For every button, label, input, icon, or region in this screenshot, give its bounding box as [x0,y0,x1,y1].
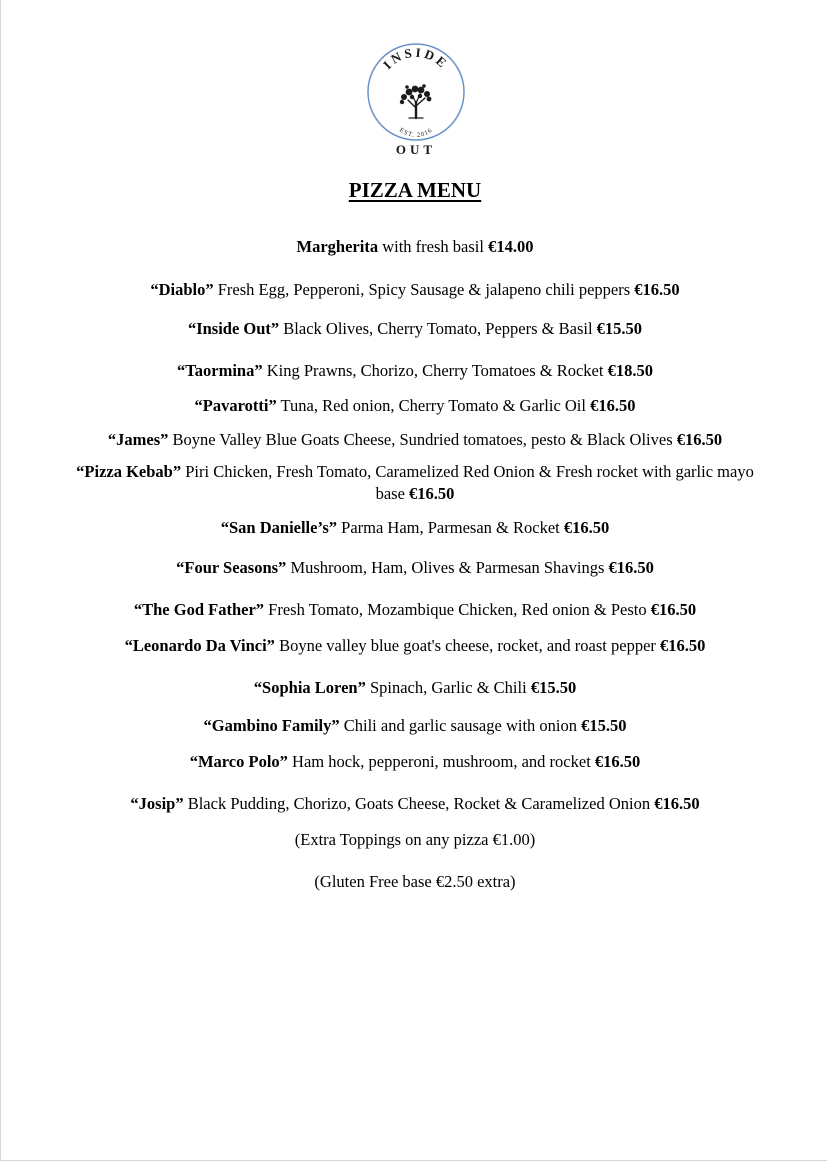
item-description: Black Olives, Cherry Tomato, Peppers & Basil [283,319,593,338]
menu-item [41,751,789,773]
item-name: “Gambino Family” [203,716,340,735]
gluten-free-note: (Gluten Free base €2.50 extra) [314,872,516,891]
item-price: €16.50 [590,396,636,415]
item-price: €16.50 [608,558,654,577]
menu-item [41,715,789,737]
item-description: Piri Chicken, Fresh Tomato, Caramelized Red Onion & Fresh rocket with garlic mayo base [185,462,754,503]
item-description: King Prawns, Chorizo, Cherry Tomatoes & Rocket [266,361,604,380]
item-price: €15.50 [596,319,643,338]
menu-item [41,236,789,258]
menu-item [41,360,789,382]
item-name: “Pizza Kebab” [76,462,182,481]
item-description: Boyne Valley Blue Goats Cheese, Sundried tomatoes, pesto & Black Olives [172,430,673,449]
item-price: €16.50 [594,752,641,771]
menu-item [61,461,769,505]
item-price: €16.50 [409,484,455,503]
item-name: “Marco Polo” [189,752,288,771]
item-price: €18.50 [607,361,653,380]
item-description: Chili and garlic sausage with onion [343,716,577,735]
restaurant-logo [365,40,467,160]
menu-item [41,599,789,621]
item-description: Boyne valley blue goat's cheese, rocket, and roast pepper [279,636,656,655]
item-name: Margherita [296,237,379,256]
logo-top-text: INSIDE [379,44,452,73]
item-price: €16.50 [676,430,723,449]
item-price: €16.50 [563,518,610,537]
item-price: €16.50 [660,636,706,655]
item-description: Parma Ham, Parmesan & Rocket [341,518,560,537]
menu-item [41,279,789,301]
page-title: PIZZA MENU [348,178,482,202]
item-price: €15.50 [530,678,577,697]
item-name: “Sophia Loren” [253,678,366,697]
item-name: “San Danielle’s” [220,518,338,537]
item-name: “The God Father” [133,600,265,619]
menu-item [41,517,789,539]
item-price: €15.50 [581,716,627,735]
item-name: “James” [107,430,169,449]
menu-item [41,429,789,451]
item-description: Black Pudding, Chorizo, Goats Cheese, Rocket & Caramelized Onion [187,794,651,813]
item-name: “Josip” [130,794,184,813]
menu-item [41,793,789,815]
item-description: Tuna, Red onion, Cherry Tomato & Garlic Oil [280,396,586,415]
item-price: €16.50 [650,600,697,619]
logo-est-text: EST. 2016 [398,126,434,139]
item-name: “Pavarotti” [194,396,277,415]
menu-item [41,318,789,340]
menu-item [41,557,789,579]
item-name: “Inside Out” [187,319,280,338]
item-price: €16.50 [654,794,700,813]
item-name: “Diablo” [150,280,214,299]
logo-bottom-text: OUT [395,142,437,157]
item-name: “Taormina” [177,361,263,380]
item-description: Mushroom, Ham, Olives & Parmesan Shavings [290,558,605,577]
item-description: Fresh Tomato, Mozambique Chicken, Red onion & Pesto [268,600,647,619]
menu-item [41,677,789,699]
item-description: with fresh basil [382,237,484,256]
menu-item [41,635,789,657]
item-name: “Leonardo Da Vinci” [124,636,275,655]
item-description: Fresh Egg, Pepperoni, Spicy Sausage & jalapeno chili peppers [217,280,631,299]
item-description: Spinach, Garlic & Chili [369,678,527,697]
item-name: “Four Seasons” [176,558,287,577]
item-description: Ham hock, pepperoni, mushroom, and rocket [292,752,591,771]
item-price: €14.00 [488,237,534,256]
menu-item [41,395,789,417]
extra-toppings-note: (Extra Toppings on any pizza €1.00) [294,830,536,849]
item-price: €16.50 [634,280,680,299]
